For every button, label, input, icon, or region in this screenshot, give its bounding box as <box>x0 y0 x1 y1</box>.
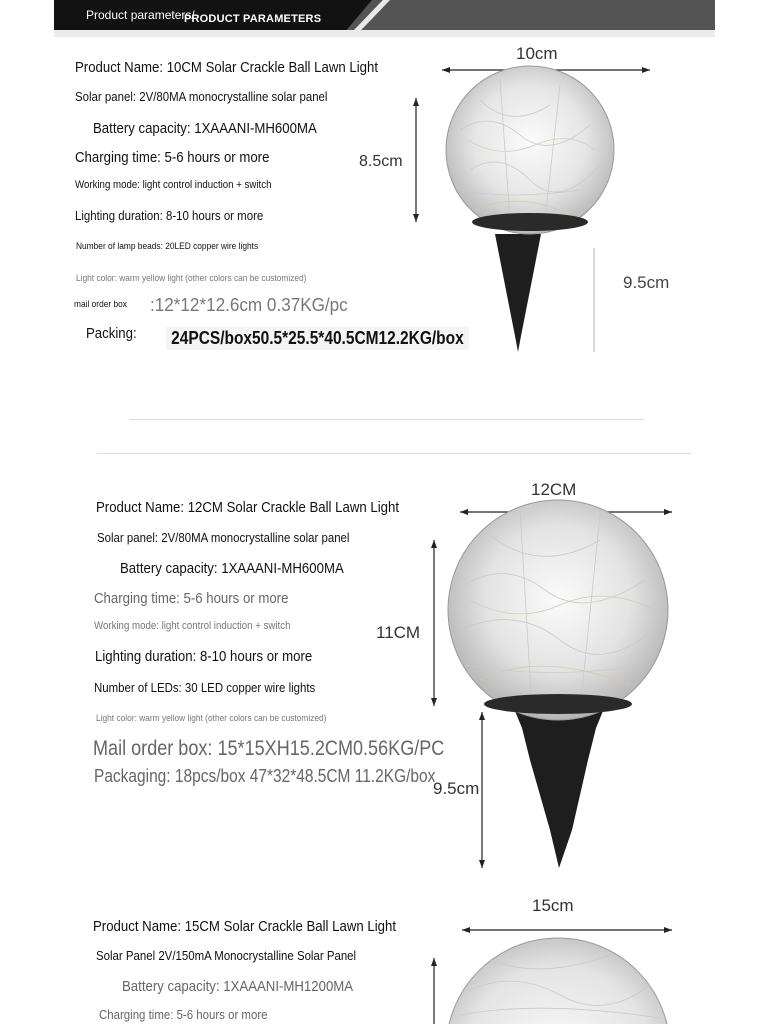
lawn-light-15cm-figure <box>420 900 710 1024</box>
working-mode-spec: Working mode: light control induction + switch <box>75 179 272 191</box>
solar-panel-spec: Solar panel: 2V/80MA monocrystalline solar panel <box>97 530 350 545</box>
solar-cap <box>472 213 588 231</box>
ground-stake <box>515 711 603 868</box>
lawn-light-10cm-figure <box>350 40 710 360</box>
banner-underline <box>54 30 715 37</box>
battery-spec: Battery capacity: 1XAAANI-MH600MA <box>120 560 344 577</box>
ground-stake <box>495 234 541 352</box>
working-mode-spec: Working mode: light control induction + switch <box>94 620 291 632</box>
crackle-glass-globe <box>446 66 614 234</box>
section-divider <box>97 453 691 454</box>
mail-box-value: :12*12*12.6cm 0.37KG/pc <box>150 295 348 315</box>
mail-box-label: mail order box <box>74 299 127 310</box>
ball-height-label: 8.5cm <box>359 153 403 170</box>
charging-time-spec: Charging time: 5-6 hours or more <box>99 1007 268 1022</box>
crackle-glass-globe <box>448 500 668 720</box>
header-title: PRODUCT PARAMETERS <box>184 13 322 25</box>
leds-spec: Number of LEDs: 30 LED copper wire lights <box>94 680 316 695</box>
solar-panel-spec: Solar panel: 2V/80MA monocrystalline solar panel <box>75 89 328 104</box>
header-label: Product parameters/ <box>86 8 195 22</box>
lighting-duration-spec: Lighting duration: 8-10 hours or more <box>75 208 264 223</box>
charging-time-spec: Charging time: 5-6 hours or more <box>94 590 289 607</box>
mail-box-spec: Mail order box: 15*15XH15.2CM0.56KG/PC <box>93 737 445 760</box>
packing-label: Packing: <box>86 325 137 342</box>
section-divider <box>130 419 644 420</box>
lawn-light-12cm-figure <box>420 490 710 890</box>
solar-panel-spec: Solar Panel 2V/150mA Monocrystalline Solar Panel <box>96 948 357 963</box>
solar-cap <box>484 694 632 714</box>
charging-time-spec: Charging time: 5-6 hours or more <box>75 149 270 166</box>
crackle-glass-globe <box>446 938 670 1024</box>
width-label: 15cm <box>532 896 574 915</box>
battery-spec: Battery capacity: 1XAAANI-MH1200MA <box>122 978 354 995</box>
product-name: Product Name: 15CM Solar Crackle Ball Lawn Light <box>93 918 397 935</box>
packaging-spec: Packaging: 18pcs/box 47*32*48.5CM 11.2KG/box <box>94 766 436 786</box>
ball-height-label: 11CM <box>376 623 421 642</box>
light-color-spec: Light color: warm yellow light (other colors can be customized) <box>76 273 307 284</box>
battery-spec: Battery capacity: 1XAAANI-MH600MA <box>93 120 317 137</box>
lighting-duration-spec: Lighting duration: 8-10 hours or more <box>95 648 313 665</box>
packing-value: 24PCS/box50.5*25.5*40.5CM12.2KG/box <box>166 327 469 350</box>
product-name: Product Name: 12CM Solar Crackle Ball Lawn Light <box>96 499 400 516</box>
lamp-beads-spec: Number of lamp beads: 20LED copper wire lights <box>76 241 259 252</box>
header-banner <box>54 0 715 30</box>
width-label: 12CM <box>531 480 577 499</box>
width-label: 10cm <box>516 44 558 63</box>
stake-height-label: 9.5cm <box>433 779 480 798</box>
light-color-spec: Light color: warm yellow light (other colors can be customized) <box>96 713 327 724</box>
stake-height-label: 9.5cm <box>623 273 670 292</box>
product-name: Product Name: 10CM Solar Crackle Ball Lawn Light <box>75 59 379 76</box>
